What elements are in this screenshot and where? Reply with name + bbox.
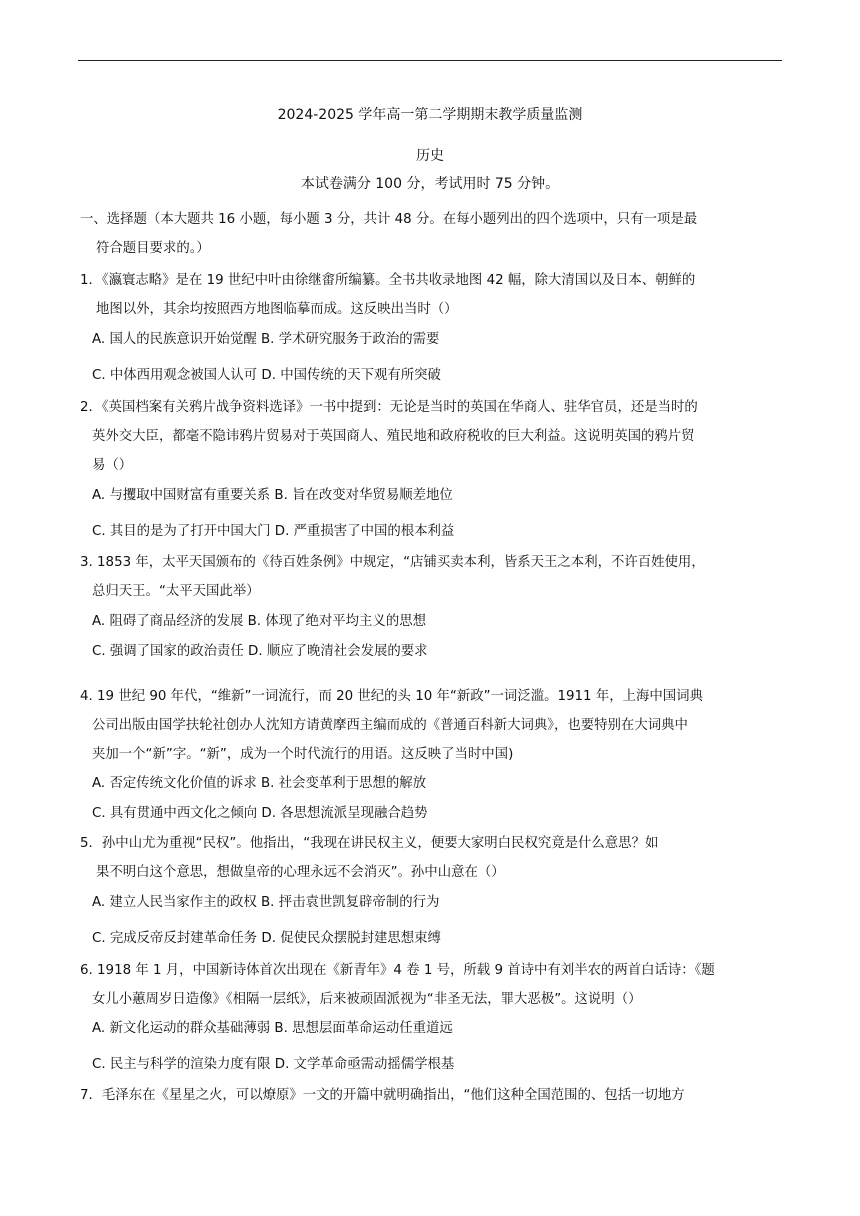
question-6-options-1: A. 新文化运动的群众基础薄弱 B. 思想层面革命运动任重道远 (92, 1021, 453, 1036)
question-5-options-1: A. 建立人民当家作主的政权 B. 抨击袁世凯复辟帝制的行为 (92, 895, 440, 910)
subject-title: 历史 (416, 148, 444, 164)
question-2-options-1: A. 与攫取中国财富有重要关系 B. 旨在改变对华贸易顺差地位 (92, 488, 453, 503)
question-4-line-3: 夹加一个“新”字。“新”，成为一个时代流行的用语。这反映了当时中国) (92, 747, 514, 762)
question-2-line-1: 2．《英国档案有关鸦片战争资料选译》一书中提到：无论是当时的英国在华商人、驻华官员，还是当时的 (80, 400, 698, 415)
question-6-options-2: C. 民主与科学的渲染力度有限 D. 文学革命亟需动摇儒学根基 (92, 1057, 455, 1072)
question-4-options-2: C. 具有贯通中西文化之倾向 D. 各思想流派呈现融合趋势 (92, 806, 428, 821)
section-heading-line-2: 符合题目要求的。） (96, 241, 210, 256)
question-6-line-2: 女儿小蕙周岁日造像》《相隔一层纸》，后来被顽固派视为“非圣无法，罪大恶极”。这说明（） (92, 992, 642, 1007)
question-4-line-1: 4. 19 世纪 90 年代，“维新”一词流行，而 20 世纪的头 10 年“新政”一词泛滥。1911 年，上海中国词典 (80, 689, 703, 704)
question-1-options-1: A. 国人的民族意识开始觉醒 B. 学术研究服务于政治的需要 (92, 332, 440, 347)
exam-title: 2024-2025 学年高一第二学期期末教学质量监测 (277, 107, 583, 123)
question-4-options-1: A. 否定传统文化价值的诉求 B. 社会变革利于思想的解放 (92, 776, 426, 791)
question-5-line-2: 果不明白这个意思，想做皇帝的心理永远不会消灭”。孙中山意在（） (96, 865, 505, 880)
question-5-options-2: C. 完成反帝反封建革命任务 D. 促使民众摆脱封建思想束缚 (92, 931, 441, 946)
question-4-line-2: 公司出版由国学扶轮社创办人沈知方请黄摩西主编而成的《普通百科新大词典》，也要特别在大词典中 (92, 718, 688, 733)
question-2-line-2: 英外交大臣，都毫不隐讳鸦片贸易对于英国商人、殖民地和政府税收的巨大利益。这说明英国的鸦片贸 (92, 429, 695, 444)
question-1-line-1: 1．《瀛寰志略》是在 19 世纪中叶由徐继畬所编纂。全书共收录地图 42 幅，除大清国以及日本、朝鲜的 (80, 273, 696, 288)
question-2-line-3: 易（） (92, 458, 133, 473)
exam-note: 本试卷满分 100 分，考试用时 75 分钟。 (300, 176, 560, 192)
question-3-line-2: 总归天王。“太平天国此举） (92, 584, 260, 599)
question-3-options-2: C. 强调了国家的政治责任 D. 顺应了晚清社会发展的要求 (92, 644, 428, 659)
question-1-options-2: C. 中体西用观念被国人认可 D. 中国传统的天下观有所突破 (92, 368, 441, 383)
section-heading-line-1: 一、选择题（本大题共 16 小题，每小题 3 分，共计 48 分。在每小题列出的四个选项中，只有一项是最 (80, 212, 698, 227)
question-1-line-2: 地图以外，其余均按照西方地图临摹而成。这反映出当时（） (96, 302, 458, 317)
question-2-options-2: C. 其目的是为了打开中国大门 D. 严重损害了中国的根本利益 (92, 524, 455, 539)
question-6-line-1: 6. 1918 年 1 月，中国新诗体首次出现在《新青年》4 卷 1 号，所载 9 首诗中有刘半农的两首白话诗：《题 (80, 963, 715, 978)
question-7-line-1: 7．毛泽东在《星星之火，可以燎原》一文的开篇中就明确指出，“他们这种全国范围的、包括一切地方 (80, 1088, 685, 1103)
header-rule (78, 60, 782, 61)
question-3-options-1: A. 阻碍了商品经济的发展 B. 体现了绝对平均主义的思想 (92, 614, 426, 629)
question-3-line-1: 3. 1853 年，太平天国颁布的《待百姓条例》中规定，“店铺买卖本利，皆系天王之本利，不许百姓使用， (80, 555, 705, 570)
question-5-line-1: 5．孙中山尤为重视“民权”。他指出，“我现在讲民权主义，便要大家明白民权究竟是什么意思？如 (80, 836, 659, 851)
